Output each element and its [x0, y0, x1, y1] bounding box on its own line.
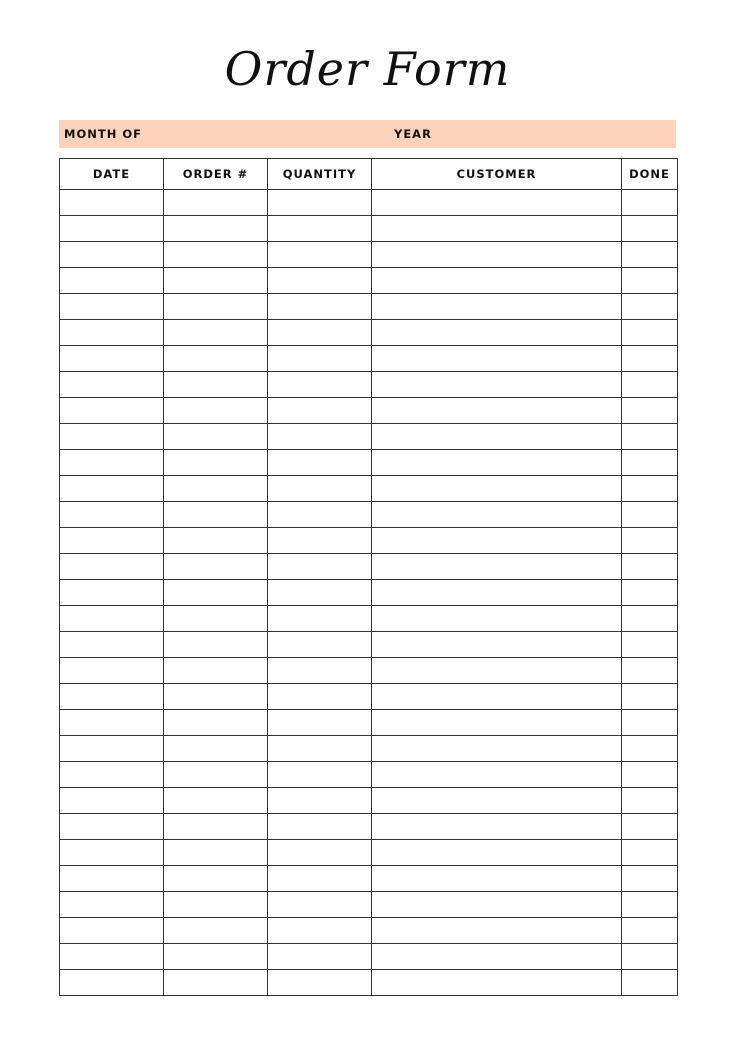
- customer-cell: [372, 892, 622, 918]
- order-number-cell: [164, 216, 268, 242]
- quantity-cell: [268, 580, 372, 606]
- table-row: [60, 762, 678, 788]
- order-number-cell: [164, 918, 268, 944]
- table-row: [60, 840, 678, 866]
- date-cell: [60, 606, 164, 632]
- date-cell: [60, 268, 164, 294]
- date-cell: [60, 684, 164, 710]
- table-row: [60, 684, 678, 710]
- done-cell: [622, 476, 678, 502]
- quantity-cell: [268, 788, 372, 814]
- quantity-cell: [268, 970, 372, 996]
- order-number-cell: [164, 762, 268, 788]
- date-cell: [60, 398, 164, 424]
- done-cell: [622, 840, 678, 866]
- order-number-cell: [164, 606, 268, 632]
- date-cell: [60, 554, 164, 580]
- customer-cell: [372, 216, 622, 242]
- done-cell: [622, 268, 678, 294]
- quantity-cell: [268, 190, 372, 216]
- order-number-cell: [164, 242, 268, 268]
- quantity-cell: [268, 918, 372, 944]
- quantity-cell: [268, 736, 372, 762]
- order-number-cell: [164, 814, 268, 840]
- customer-cell: [372, 450, 622, 476]
- date-cell: [60, 242, 164, 268]
- done-cell: [622, 788, 678, 814]
- quantity-cell: [268, 242, 372, 268]
- done-cell: [622, 294, 678, 320]
- table-row: [60, 294, 678, 320]
- quantity-cell: [268, 814, 372, 840]
- order-number-cell: [164, 580, 268, 606]
- customer-cell: [372, 528, 622, 554]
- date-cell: [60, 762, 164, 788]
- customer-cell: [372, 580, 622, 606]
- customer-cell: [372, 372, 622, 398]
- date-cell: [60, 450, 164, 476]
- date-cell: [60, 320, 164, 346]
- month-of-label: MONTH OF: [64, 127, 142, 141]
- order-number-cell: [164, 476, 268, 502]
- done-cell: [622, 970, 678, 996]
- customer-cell: [372, 866, 622, 892]
- table-row: [60, 710, 678, 736]
- order-number-cell: [164, 450, 268, 476]
- date-cell: [60, 710, 164, 736]
- order-number-cell: [164, 866, 268, 892]
- customer-cell: [372, 658, 622, 684]
- date-cell: [60, 632, 164, 658]
- quantity-cell: [268, 684, 372, 710]
- order-number-cell: [164, 788, 268, 814]
- column-header-customer: CUSTOMER: [372, 159, 622, 190]
- date-cell: [60, 736, 164, 762]
- done-cell: [622, 944, 678, 970]
- quantity-cell: [268, 944, 372, 970]
- done-cell: [622, 424, 678, 450]
- done-cell: [622, 502, 678, 528]
- date-cell: [60, 866, 164, 892]
- quantity-cell: [268, 762, 372, 788]
- table-row: [60, 944, 678, 970]
- date-cell: [60, 892, 164, 918]
- quantity-cell: [268, 346, 372, 372]
- quantity-cell: [268, 398, 372, 424]
- done-cell: [622, 632, 678, 658]
- customer-cell: [372, 476, 622, 502]
- customer-cell: [372, 944, 622, 970]
- order-number-cell: [164, 372, 268, 398]
- customer-cell: [372, 840, 622, 866]
- done-cell: [622, 762, 678, 788]
- order-number-cell: [164, 190, 268, 216]
- date-cell: [60, 476, 164, 502]
- customer-cell: [372, 606, 622, 632]
- table-row: [60, 736, 678, 762]
- quantity-cell: [268, 372, 372, 398]
- customer-cell: [372, 814, 622, 840]
- table-row: [60, 372, 678, 398]
- customer-cell: [372, 346, 622, 372]
- customer-cell: [372, 736, 622, 762]
- date-cell: [60, 372, 164, 398]
- order-number-cell: [164, 970, 268, 996]
- quantity-cell: [268, 866, 372, 892]
- table-header-row: [60, 159, 678, 190]
- quantity-cell: [268, 502, 372, 528]
- table-row: [60, 632, 678, 658]
- customer-cell: [372, 320, 622, 346]
- customer-cell: [372, 788, 622, 814]
- quantity-cell: [268, 892, 372, 918]
- customer-cell: [372, 710, 622, 736]
- date-cell: [60, 814, 164, 840]
- order-number-cell: [164, 892, 268, 918]
- date-cell: [60, 190, 164, 216]
- date-cell: [60, 918, 164, 944]
- done-cell: [622, 918, 678, 944]
- order-number-cell: [164, 346, 268, 372]
- customer-cell: [372, 554, 622, 580]
- quantity-cell: [268, 268, 372, 294]
- customer-cell: [372, 762, 622, 788]
- date-cell: [60, 502, 164, 528]
- table-body: [60, 190, 678, 996]
- table-row: [60, 320, 678, 346]
- table-row: [60, 216, 678, 242]
- done-cell: [622, 528, 678, 554]
- date-cell: [60, 840, 164, 866]
- column-header-done: DONE: [622, 159, 678, 190]
- table-row: [60, 502, 678, 528]
- table-row: [60, 268, 678, 294]
- date-cell: [60, 580, 164, 606]
- date-cell: [60, 944, 164, 970]
- table-row: [60, 424, 678, 450]
- date-cell: [60, 216, 164, 242]
- table-row: [60, 658, 678, 684]
- done-cell: [622, 736, 678, 762]
- quantity-cell: [268, 658, 372, 684]
- customer-cell: [372, 268, 622, 294]
- date-cell: [60, 788, 164, 814]
- table-row: [60, 554, 678, 580]
- customer-cell: [372, 632, 622, 658]
- quantity-cell: [268, 840, 372, 866]
- done-cell: [622, 866, 678, 892]
- customer-cell: [372, 970, 622, 996]
- table-row: [60, 346, 678, 372]
- table-row: [60, 814, 678, 840]
- customer-cell: [372, 190, 622, 216]
- column-header-quantity: QUANTITY: [268, 159, 372, 190]
- table-row: [60, 528, 678, 554]
- table-row: [60, 190, 678, 216]
- date-cell: [60, 346, 164, 372]
- order-number-cell: [164, 736, 268, 762]
- table-row: [60, 788, 678, 814]
- done-cell: [622, 710, 678, 736]
- done-cell: [622, 814, 678, 840]
- quantity-cell: [268, 528, 372, 554]
- date-cell: [60, 424, 164, 450]
- month-year-band: [59, 120, 676, 148]
- customer-cell: [372, 918, 622, 944]
- quantity-cell: [268, 320, 372, 346]
- order-number-cell: [164, 710, 268, 736]
- done-cell: [622, 554, 678, 580]
- customer-cell: [372, 294, 622, 320]
- order-number-cell: [164, 658, 268, 684]
- done-cell: [622, 346, 678, 372]
- customer-cell: [372, 684, 622, 710]
- customer-cell: [372, 502, 622, 528]
- order-number-cell: [164, 424, 268, 450]
- date-cell: [60, 970, 164, 996]
- done-cell: [622, 450, 678, 476]
- year-label: YEAR: [394, 127, 432, 141]
- done-cell: [622, 216, 678, 242]
- table-row: [60, 398, 678, 424]
- table-row: [60, 970, 678, 996]
- table-row: [60, 242, 678, 268]
- order-number-cell: [164, 294, 268, 320]
- date-cell: [60, 658, 164, 684]
- done-cell: [622, 398, 678, 424]
- order-number-cell: [164, 554, 268, 580]
- order-number-cell: [164, 632, 268, 658]
- done-cell: [622, 580, 678, 606]
- quantity-cell: [268, 606, 372, 632]
- done-cell: [622, 684, 678, 710]
- done-cell: [622, 372, 678, 398]
- quantity-cell: [268, 710, 372, 736]
- customer-cell: [372, 424, 622, 450]
- order-number-cell: [164, 684, 268, 710]
- customer-cell: [372, 242, 622, 268]
- order-number-cell: [164, 502, 268, 528]
- column-header-order-number: ORDER #: [164, 159, 268, 190]
- quantity-cell: [268, 450, 372, 476]
- table-row: [60, 606, 678, 632]
- quantity-cell: [268, 424, 372, 450]
- done-cell: [622, 606, 678, 632]
- done-cell: [622, 658, 678, 684]
- order-number-cell: [164, 528, 268, 554]
- quantity-cell: [268, 476, 372, 502]
- page-title: Order Form: [224, 42, 511, 96]
- order-number-cell: [164, 840, 268, 866]
- table-row: [60, 866, 678, 892]
- order-number-cell: [164, 268, 268, 294]
- date-cell: [60, 528, 164, 554]
- done-cell: [622, 190, 678, 216]
- order-number-cell: [164, 320, 268, 346]
- column-header-date: DATE: [60, 159, 164, 190]
- quantity-cell: [268, 294, 372, 320]
- quantity-cell: [268, 632, 372, 658]
- table-row: [60, 918, 678, 944]
- quantity-cell: [268, 216, 372, 242]
- table-row: [60, 580, 678, 606]
- order-number-cell: [164, 398, 268, 424]
- table-row: [60, 892, 678, 918]
- order-table: [59, 158, 678, 996]
- customer-cell: [372, 398, 622, 424]
- table-row: [60, 476, 678, 502]
- done-cell: [622, 242, 678, 268]
- done-cell: [622, 892, 678, 918]
- done-cell: [622, 320, 678, 346]
- table-row: [60, 450, 678, 476]
- date-cell: [60, 294, 164, 320]
- order-number-cell: [164, 944, 268, 970]
- quantity-cell: [268, 554, 372, 580]
